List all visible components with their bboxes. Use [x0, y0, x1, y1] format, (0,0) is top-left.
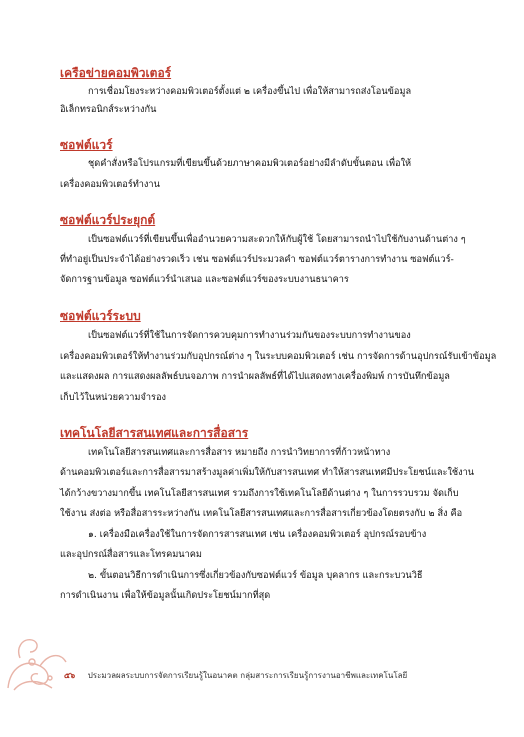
section-line: ใช้งาน ส่งต่อ หรือสื่อสารระหว่างกัน เทคโนโลยีสารสนเทศและการสื่อสารเกี่ยวข้องโดยตรงกับ ๒ สิ่ง คือ	[60, 508, 463, 519]
section-line: จัดการฐานข้อมูล ซอฟต์แวร์นำเสนอ และซอฟต์แวร์ของระบบงานธนาคาร	[60, 274, 349, 285]
section-line: เก็บไว้ในหน่วยความจำรอง	[60, 392, 166, 403]
section-line: เป็นซอฟต์แวร์ที่ใช้ในการจัดการควบคุมการทำงานร่วมกันของระบบการทำงานของ	[88, 330, 411, 341]
section-heading-system-software: ซอฟต์แวร์ระบบ	[60, 309, 141, 323]
section-line: เป็นซอฟต์แวร์ที่เขียนขึ้นเพื่ออำนวยความสะดวกให้กับผู้ใช้ โดยสามารถนำไปใช้กับงานด้านต่าง ๆ	[88, 234, 466, 245]
section-line: เทคโนโลยีสารสนเทศและการสื่อสาร หมายถึง การนำวิทยาการที่ก้าวหน้าทาง	[88, 447, 391, 458]
section-heading-application-software: ซอฟต์แวร์ประยุกต์	[60, 213, 156, 227]
list-item-2: ๒. ขั้นตอนวิธีการดำเนินการซึ่งเกี่ยวข้องกับซอฟต์แวร์ ข้อมูล บุคลากร และกระบวนวิธี	[88, 570, 423, 581]
section-line: เครื่องคอมพิวเตอร์ทำงาน	[60, 179, 160, 190]
page-footer	[64, 669, 407, 682]
page-number: ๕๖	[64, 671, 76, 680]
section-line: การเชื่อมโยงระหว่างคอมพิวเตอร์ตั้งแต่ ๒ เครื่องขึ้นไป เพื่อให้สามารถส่งโอนข้อมูล	[88, 86, 412, 97]
footer-caption: ประมวลผลระบบการจัดการเรียนรู้ในอนาคต กลุ่มสาระการเรียนรู้การงานอาชีพและเทคโนโลยี	[87, 671, 408, 680]
section-heading-network: เครือข่ายคอมพิวเตอร์	[60, 66, 172, 80]
list-item-1: ๑. เครื่องมือเครื่องใช้ในการจัดการสารสนเทศ เช่น เครื่องคอมพิวเตอร์ อุปกรณ์รอบข้าง	[88, 529, 427, 540]
section-line: ที่ทำอยู่เป็นประจำได้อย่างรวดเร็ว เช่น ซอฟต์แวร์ประมวลคำ ซอฟต์แวร์ตารางการทำงาน ซอฟต์แวร์-	[60, 254, 454, 265]
section-line: และอุปกรณ์สื่อสารและโทรคมนาคม	[60, 549, 202, 560]
section-line: การดำเนินงาน เพื่อให้ข้อมูลนั้นเกิดประโยชน์มากที่สุด	[60, 590, 271, 601]
section-line: และแสดงผล การแสดงผลลัพธ์บนจอภาพ การนำผลลัพธ์ที่ได้ไปแสดงทางเครื่องพิมพ์ การบันทึกข้อมูล	[60, 371, 450, 382]
section-heading-ict: เทคโนโลยีสารสนเทศและการสื่อสาร	[60, 426, 249, 440]
section-line: ได้กว้างขวางมากขึ้น เทคโนโลยีสารสนเทศ รวมถึงการใช้เทคโนโลยีด้านต่าง ๆ ในการรวบรวม จัดเก็บ	[60, 488, 459, 499]
section-line: ด้านคอมพิวเตอร์และการสื่อสารมาสร้างมูลค่าเพิ่มให้กับสารสนเทศ ทำให้สารสนเทศมีประโยชน์และใช้งาน	[60, 467, 475, 478]
section-heading-software: ซอฟต์แวร์	[60, 138, 113, 152]
section-line: เครื่องคอมพิวเตอร์ให้ทำงานร่วมกับอุปกรณ์ต่าง ๆ ในระบบคอมพิวเตอร์ เช่น การจัดการด้านอุปกรณ์รับเข้าข้อมูล	[60, 351, 497, 362]
section-line: ชุดคำสั่งหรือโปรแกรมที่เขียนขึ้นด้วยภาษาคอมพิวเตอร์อย่างมีลำดับขั้นตอน เพื่อให้	[88, 158, 412, 169]
section-line: อิเล็กทรอนิกส์ระหว่างกัน	[60, 104, 157, 115]
floral-ornament-icon	[0, 618, 70, 698]
